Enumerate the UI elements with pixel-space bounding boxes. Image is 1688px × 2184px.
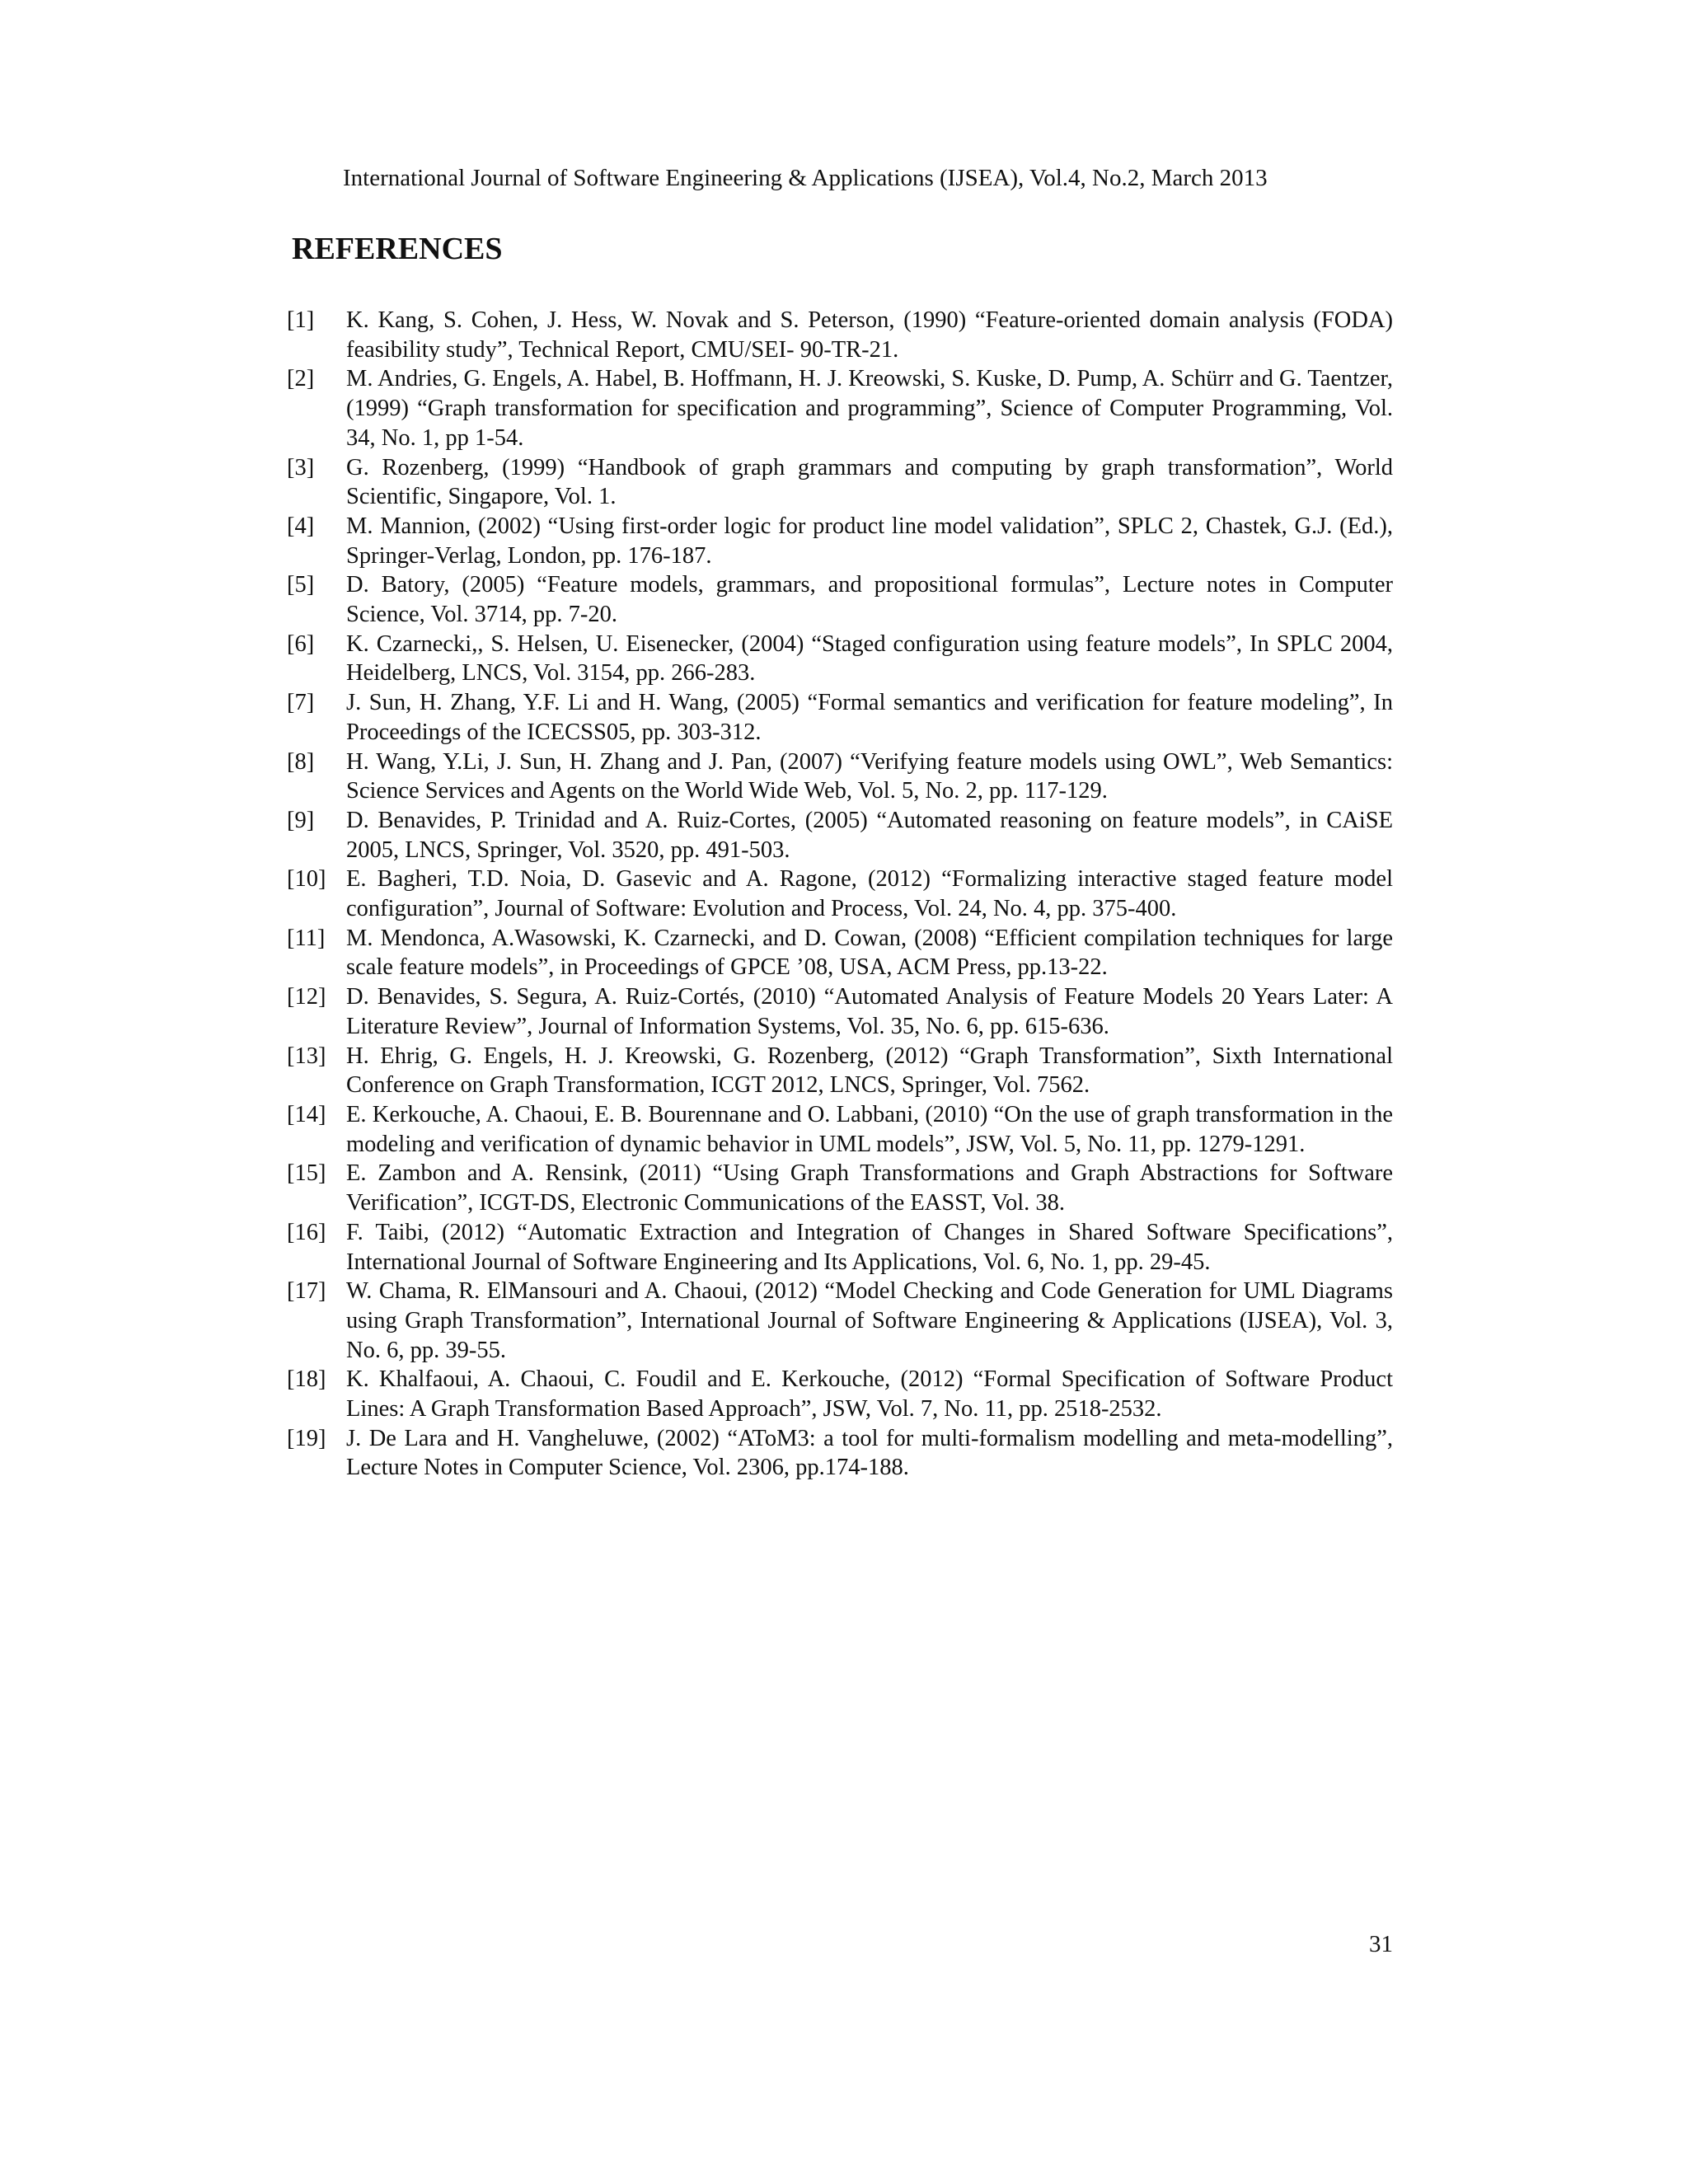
reference-text: F. Taibi, (2012) “Automatic Extraction and Integration of Changes in Shared Software Specifications”, International Journal of Software Engineering and Its Applications, Vol. 6, No. 1, pp. 29-45.: [346, 1219, 1393, 1275]
reference-text: E. Zambon and A. Rensink, (2011) “Using Graph Transformations and Graph Abstractions for Software Verification”, ICGT-DS, Electronic Communications of the EASST, Vol. 38.: [346, 1160, 1393, 1216]
reference-item: [287, 1365, 1393, 1423]
reference-item: [287, 306, 1393, 364]
reference-number: [8]: [287, 748, 315, 775]
reference-text: J. Sun, H. Zhang, Y.F. Li and H. Wang, (2005) “Formal semantics and verification for feature modeling”, In Proceedings of the ICECSS05, pp. 303-312.: [346, 690, 1393, 745]
reference-item: [287, 1100, 1393, 1159]
reference-text: G. Rozenberg, (1999) “Handbook of graph grammars and computing by graph transformation”, World Scientific, Singapore, Vol. 1.: [346, 454, 1393, 510]
reference-number: [3]: [287, 454, 315, 480]
reference-item: [287, 748, 1393, 806]
reference-number: [10]: [287, 866, 326, 893]
reference-item: [287, 630, 1393, 688]
reference-item: [287, 512, 1393, 570]
reference-item: [287, 806, 1393, 865]
reference-text: E. Bagheri, T.D. Noia, D. Gasevic and A. Ragone, (2012) “Formalizing interactive staged feature model configuration”, Journal of Software: Evolution and Process, Vol. 24, No. 4, pp. 375-400.: [346, 866, 1393, 922]
reference-item: [287, 1042, 1393, 1100]
reference-item: [287, 570, 1393, 629]
references-list: [287, 306, 1393, 1483]
reference-item: [287, 865, 1393, 923]
reference-text: H. Ehrig, G. Engels, H. J. Kreowski, G. Rozenberg, (2012) “Graph Transformation”, Sixth International Conference on Graph Transformation, ICGT 2012, LNCS, Springer, Vol. 7562.: [346, 1043, 1393, 1099]
reference-number: [7]: [287, 690, 315, 716]
running-header: International Journal of Software Engineering & Applications (IJSEA), Vol.4, No.2, March 2013: [343, 165, 1268, 191]
reference-item: [287, 688, 1393, 747]
reference-number: [14]: [287, 1101, 326, 1127]
reference-item: [287, 1218, 1393, 1277]
reference-item: [287, 453, 1393, 512]
reference-item: [287, 1277, 1393, 1365]
reference-text: M. Mendonca, A.Wasowski, K. Czarnecki, and D. Cowan, (2008) “Efficient compilation techniques for large scale feature models”, in Proceedings of GPCE ’08, USA, ACM Press, pp.13-22.: [346, 925, 1393, 981]
reference-number: [19]: [287, 1425, 326, 1451]
reference-text: K. Khalfaoui, A. Chaoui, C. Foudil and E. Kerkouche, (2012) “Formal Specification of Software Product Lines: A Graph Transformation Based Approach”, JSW, Vol. 7, No. 11, pp. 2518-2532.: [346, 1366, 1393, 1422]
reference-number: [17]: [287, 1278, 326, 1305]
reference-text: D. Batory, (2005) “Feature models, grammars, and propositional formulas”, Lecture notes in Computer Science, Vol. 3714, pp. 7-20.: [346, 572, 1393, 628]
reference-text: D. Benavides, P. Trinidad and A. Ruiz-Cortes, (2005) “Automated reasoning on feature models”, in CAiSE 2005, LNCS, Springer, Vol. 3520, pp. 491-503.: [346, 807, 1393, 863]
reference-number: [11]: [287, 925, 326, 951]
reference-item: [287, 924, 1393, 982]
reference-text: H. Wang, Y.Li, J. Sun, H. Zhang and J. Pan, (2007) “Verifying feature models using OWL”, Web Semantics: Science Services and Agents on the World Wide Web, Vol. 5, No. 2, pp. 117-129.: [346, 748, 1393, 804]
reference-text: J. De Lara and H. Vangheluwe, (2002) “AToM3: a tool for multi-formalism modelling and meta-modelling”, Lecture Notes in Computer Science, Vol. 2306, pp.174-188.: [346, 1425, 1393, 1481]
reference-text: D. Benavides, S. Segura, A. Ruiz-Cortés, (2010) “Automated Analysis of Feature Models 20 Years Later: A Literature Review”, Journal of Information Systems, Vol. 35, No. 6, pp. 615-636.: [346, 984, 1393, 1039]
reference-number: [1]: [287, 307, 315, 333]
reference-text: E. Kerkouche, A. Chaoui, E. B. Bourennane and O. Labbani, (2010) “On the use of graph transformation in the modeling and verification of dynamic behavior in UML models”, JSW, Vol. 5, No. 11, pp. 1279-1291.: [346, 1101, 1393, 1157]
reference-number: [4]: [287, 513, 315, 539]
reference-item: [287, 364, 1393, 452]
reference-text: M. Mannion, (2002) “Using first-order logic for product line model validation”, SPLC 2, Chastek, G.J. (Ed.), Springer-Verlag, London, pp. 176-187.: [346, 513, 1393, 569]
reference-text: W. Chama, R. ElMansouri and A. Chaoui, (2012) “Model Checking and Code Generation for UML Diagrams using Graph Transformation”, International Journal of Software Engineering & Applications (IJSEA), Vol. 3, No. 6, pp. 39-55.: [346, 1278, 1393, 1363]
reference-number: [5]: [287, 572, 315, 598]
reference-text: K. Czarnecki,, S. Helsen, U. Eisenecker, (2004) “Staged configuration using feature models”, In SPLC 2004, Heidelberg, LNCS, Vol. 3154, pp. 266-283.: [346, 630, 1393, 687]
page-number: 31: [1369, 1931, 1393, 1957]
reference-number: [2]: [287, 366, 315, 392]
reference-number: [12]: [287, 984, 326, 1010]
reference-item: [287, 982, 1393, 1041]
reference-number: [16]: [287, 1219, 326, 1245]
reference-item: [287, 1424, 1393, 1483]
references-heading: REFERENCES: [292, 232, 503, 266]
reference-number: [13]: [287, 1043, 326, 1069]
reference-text: M. Andries, G. Engels, A. Habel, B. Hoffmann, H. J. Kreowski, S. Kuske, D. Pump, A. Schürr and G. Taentzer, (1999) “Graph transformation for specification and programming”, Science of Computer Programming, Vol. 34, No. 1, pp 1-54.: [346, 366, 1393, 451]
reference-number: [18]: [287, 1366, 326, 1393]
reference-number: [6]: [287, 630, 315, 657]
reference-text: K. Kang, S. Cohen, J. Hess, W. Novak and S. Peterson, (1990) “Feature-oriented domain analysis (FODA) feasibility study”, Technical Report, CMU/SEI- 90-TR-21.: [346, 307, 1393, 363]
reference-number: [15]: [287, 1160, 326, 1187]
reference-item: [287, 1159, 1393, 1217]
reference-number: [9]: [287, 807, 315, 833]
